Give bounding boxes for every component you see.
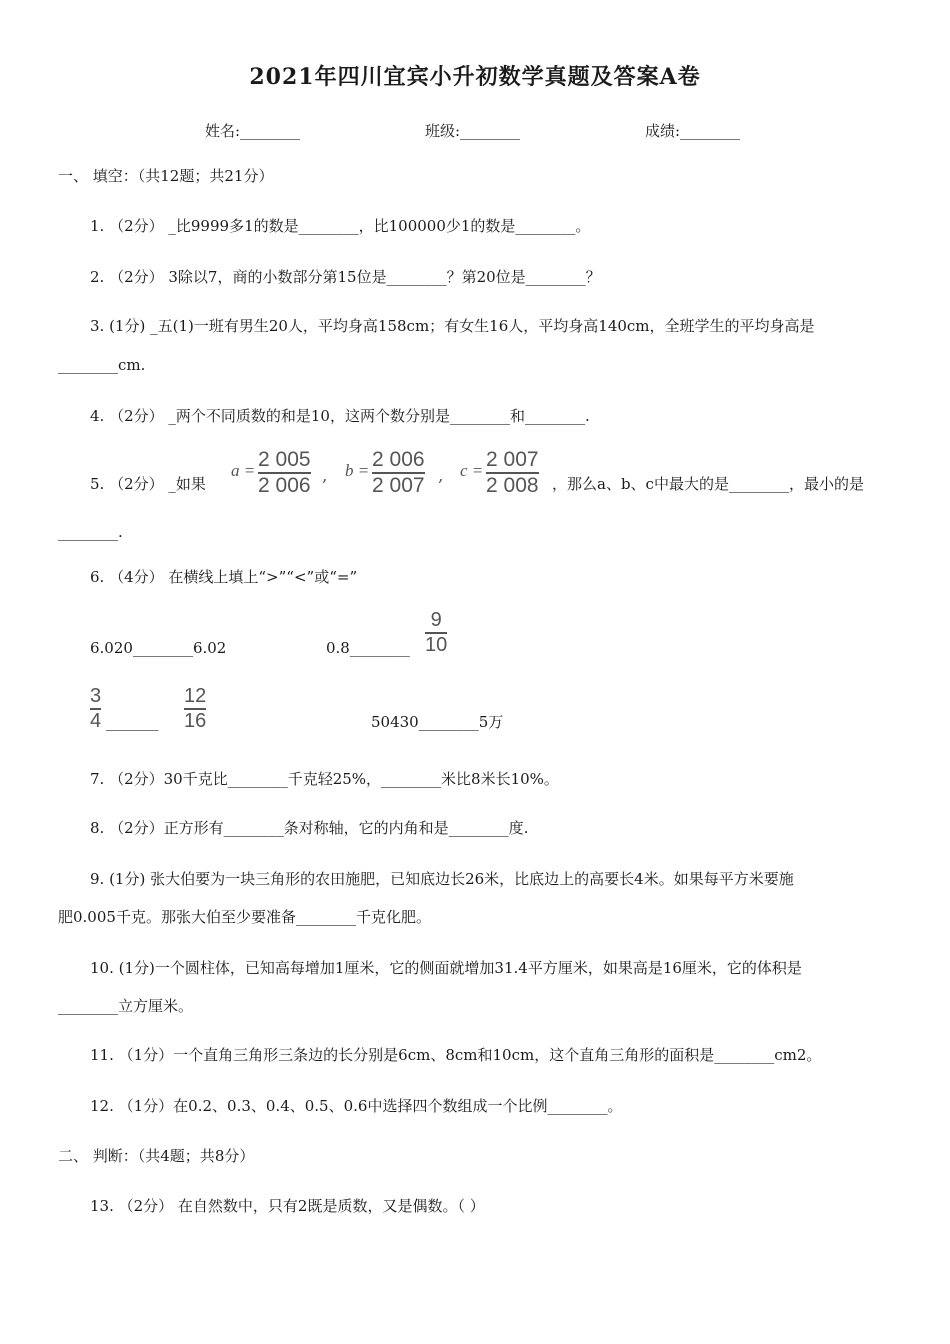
fraction-3-4 — [90, 686, 101, 732]
page-title: 2021年四川宜宾小升初数学真题及答案A卷 — [249, 64, 701, 90]
name-field: 姓名:________ — [205, 122, 301, 140]
question-5-line-2: ________. — [58, 523, 123, 541]
question-6-item-4: 50430________5万 — [371, 713, 504, 731]
fraction-9-10 — [425, 610, 447, 656]
fraction-12-16-numerator: 12 — [184, 685, 207, 707]
section-2-header: 二、 判断：（共4题；共8分） — [58, 1147, 255, 1165]
fraction-b — [372, 449, 425, 497]
question-5-suffix: ，那么a、b、c中最大的是________，最小的是 — [552, 475, 864, 493]
fraction-b-denominator: 2 007 — [372, 474, 425, 497]
question-6-header: 6. （4分） 在横线上填上“>”“<”或“=” — [90, 568, 358, 586]
fraction-c-denominator: 2 008 — [486, 474, 539, 497]
fraction-c-numerator: 2 007 — [486, 448, 539, 471]
question-5-prefix: 5. （2分） _如果 — [90, 475, 206, 493]
fraction-a-denominator: 2 006 — [258, 474, 311, 497]
fraction-12-16 — [184, 686, 206, 732]
question-4: 4. （2分） _两个不同质数的和是10，这两个数分别是________和________. — [90, 407, 590, 425]
question-6-item-1: 6.020________6.02 — [90, 639, 227, 657]
fraction-3-4-denominator: 4 — [90, 710, 102, 732]
question-9-line-2: 肥0.005千克。那张大伯至少要准备________千克化肥。 — [58, 908, 431, 926]
question-10-line-2: ________立方厘米。 — [58, 997, 194, 1015]
question-13: 13. （2分） 在自然数中，只有2既是质数，又是偶数。（ ） — [90, 1197, 485, 1215]
fraction-a — [258, 449, 311, 497]
question-6-item-3-blank: _______ — [106, 713, 159, 731]
fraction-b-numerator: 2 006 — [372, 448, 425, 471]
question-3-line-2: ________cm. — [58, 356, 146, 374]
question-6-item-2: 0.8________ — [326, 639, 410, 657]
question-7: 7. （2分）30千克比________千克轻25%，________米比8米长10%。 — [90, 770, 559, 788]
section-1-header: 一、 填空：（共12题；共21分） — [58, 167, 274, 185]
fraction-c — [486, 449, 539, 497]
question-3-line-1: 3. (1分) _五(1)一班有男生20人，平均身高158cm；有女生16人，平均身高140cm，全班学生的平均身高是 — [90, 317, 815, 335]
fraction-9-10-numerator: 9 — [430, 609, 442, 631]
question-9-line-1: 9. (1分) 张大伯要为一块三角形的农田施肥，已知底边长26米，比底边上的高要长4米。如果每平方米要施 — [90, 870, 794, 888]
comma-1: , — [322, 466, 328, 486]
score-field: 成绩:________ — [645, 122, 741, 140]
class-field: 班级:________ — [425, 122, 521, 140]
question-1: 1. （2分） _比9999多1的数是________，比100000少1的数是________。 — [90, 217, 591, 235]
fraction-3-4-numerator: 3 — [90, 685, 102, 707]
fraction-9-10-denominator: 10 — [425, 634, 448, 656]
question-2: 2. （2分） 3除以7，商的小数部分第15位是________？第20位是________？ — [90, 268, 601, 286]
question-12: 12. （1分）在0.2、0.3、0.4、0.5、0.6中选择四个数组成一个比例________。 — [90, 1097, 623, 1115]
var-c: c = — [460, 461, 484, 480]
comma-2: , — [438, 466, 444, 486]
var-a: a = — [231, 461, 256, 480]
question-10-line-1: 10. (1分)一个圆柱体，已知高每增加1厘米，它的侧面就增加31.4平方厘米，如果高是16厘米，它的体积是 — [90, 959, 802, 977]
fraction-12-16-denominator: 16 — [184, 710, 207, 732]
fraction-a-numerator: 2 005 — [258, 448, 311, 471]
question-11: 11. （1分）一个直角三角形三条边的长分别是6cm、8cm和10cm，这个直角三角形的面积是________cm2。 — [90, 1046, 822, 1064]
var-b: b = — [345, 461, 370, 480]
question-8: 8. （2分）正方形有________条对称轴，它的内角和是________度. — [90, 819, 529, 837]
